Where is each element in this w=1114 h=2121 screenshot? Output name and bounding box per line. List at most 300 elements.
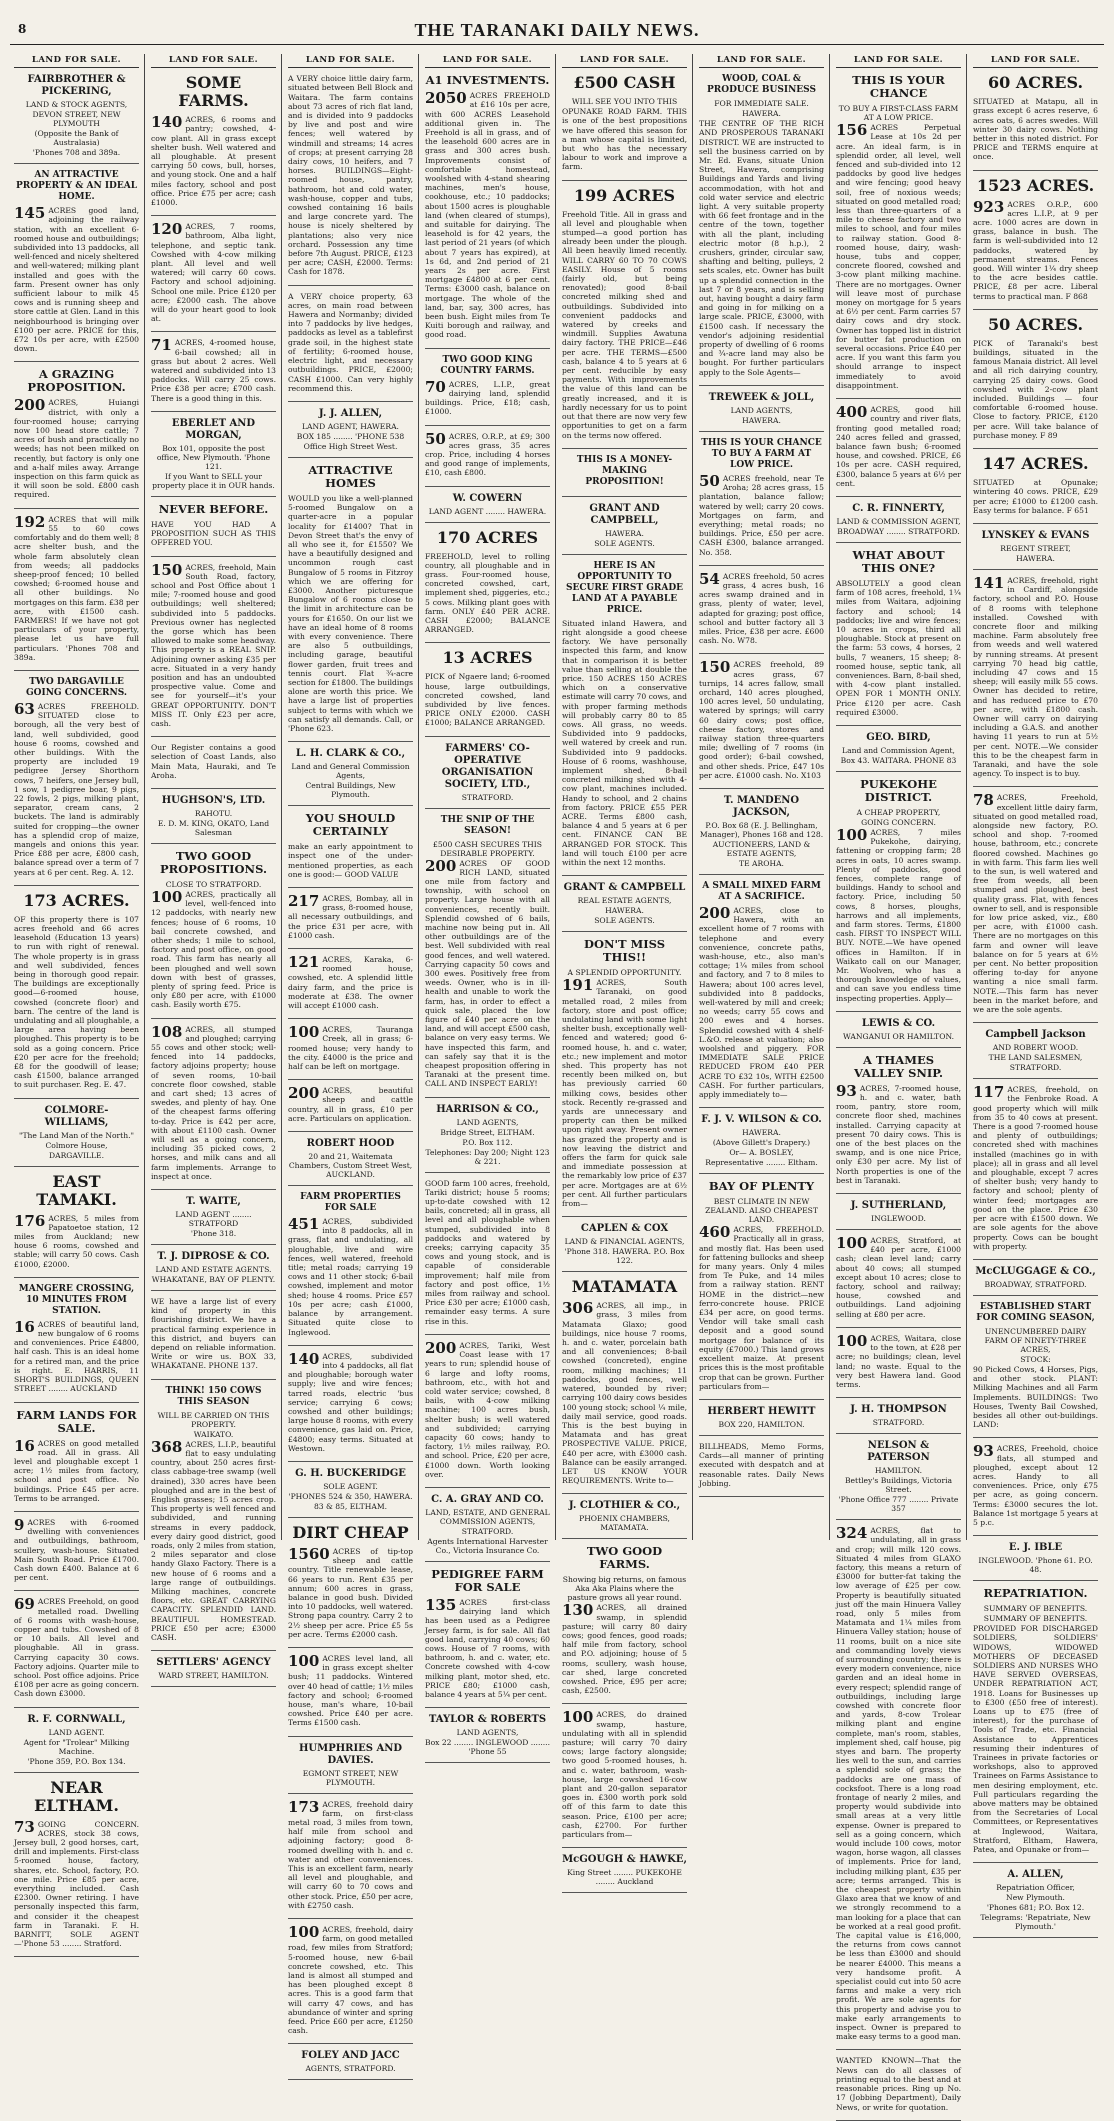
agent-name: C. A. GRAY AND CO.: [431, 1493, 544, 1505]
ad-heading: HERE IS AN OPPORTUNITY TO SECURE FIRST GRADE LAND AT A PAYABLE PRICE.: [565, 560, 684, 615]
ad-heading: FARM PROPERTIES FOR SALE: [300, 1192, 401, 1214]
acreage-figure: 191: [562, 976, 594, 995]
classified-ad: [425, 529, 550, 644]
ad-text: 90 Picked Cows, 4 Horses, Pigs, and other stock. PLANT: Milking Machines and all Farm Implements. BUILDINGS: Two Houses, Twenty Bail Cowshed, besides all other out-buildings. LAND:: [973, 1364, 1098, 1430]
acreage-figure: 2050: [425, 89, 467, 108]
ad-text: THE CENTRE OF THE RICH AND PROSPEROUS TARANAKI DISTRICT. WE are instructed to sell the business carried on by Mr. Ed. Evans, situate Union Street, Hawera, comprising Buildings and Yards and living accommodation, with hot and cold water service and electric light. A very suitable property with 66 feet frontage and in the centre of the town, together with all the plant, including electric motor (8 h.p.), 2 crushers, grinder, circular saw, shafting and belting, pulleys, 2 sets scales, etc. Owner has built up a splendid connection in the last 7 or 8 years, and is selling out, having bought a dairy farm and going in for milking on a large scale. PRICE, £3000, with £1500 cash. If necessary the vendor's adjoining residential property of dwelling of 6 rooms and ¾-acre land may also be bought. For further particulars apply to the Sole Agents—: [699, 119, 824, 377]
classified-ad: [151, 850, 276, 1019]
agent-name: FAIRBROTHER & PICKERING,: [27, 74, 126, 98]
classified-ad: [973, 1869, 1098, 1938]
classified-ad: [288, 894, 413, 949]
ad-body: [836, 579, 961, 717]
ad-heading: £500 CASH: [573, 73, 676, 93]
acreage-figure: 306: [562, 1299, 594, 1318]
ad-body: [425, 672, 550, 727]
ad-text: ACRES FREEHOLD at £16 10s per acre, with 600 ACRES Leasehold additional given in. The Freehold is all in grass, and of the leasehold 600 acres are in grass and 300 acres bush. Improvements consist of comfortable homestead, woolshed with 4-stand shearing machines, men's house, cookhouse, etc.; 10 paddocks; about 1500 acres is ploughable land (when cleared of stumps), and suitable for dairying. The leasehold is for 42 years, the last period of 21 years (of which about 7 years has expired), at 1s 6d, and 2nd period of 21 years 2s per acre. First mortgage £4800 at 6 per cent. Terms: £3000 cash, balance on mortgage. The whole of the land, bar, say, 300 acres, has been bush. Eight miles from Te Kuiti borough and railway, and good road.: [425, 91, 550, 340]
ad-subline: Bettley's Buildings, Victoria Street.: [844, 1476, 953, 1495]
ad-body: [425, 856, 550, 1089]
agent-name: McGOUGH & HAWKE,: [562, 1854, 687, 1866]
acreage-figure: 324: [836, 1524, 868, 1543]
ad-subline: Or— A. BOSLEY,: [729, 1148, 794, 1158]
classified-ad: [288, 812, 413, 888]
acreage-figure: 200: [288, 1084, 320, 1103]
ad-heading: 199 ACRES: [573, 185, 676, 205]
ad-heading: A THAMES VALLEY SNIP.: [853, 1052, 944, 1080]
agent-name: LEWIS & CO.: [861, 1017, 936, 1029]
acreage-figure: 16: [14, 1436, 35, 1455]
ad-heading: NEVER BEFORE.: [158, 501, 269, 516]
agent-name: J. J. ALLEN,: [318, 407, 383, 419]
ad-body: [14, 1436, 139, 1503]
agent-name: G. H. BUCKERIDGE: [295, 1467, 406, 1479]
ad-subline: P.O. Box 68 (E. J. Bellingham, Manager), Phones 168 and 128.: [699, 820, 824, 839]
classified-ad: [425, 429, 550, 487]
ad-subline: 'PHONES 524 & 350, HAWERA.: [288, 1491, 413, 1501]
agent-name: FARMERS' CO-OPERATIVE ORGANISATION SOCIETY, LTD.,: [441, 742, 534, 790]
ad-body: [425, 1595, 550, 1699]
classified-ad: [699, 795, 824, 875]
ad-subline: HAWERA.: [605, 906, 644, 916]
agent-name: T. WAITE,: [186, 1196, 241, 1208]
ad-body: [14, 206, 139, 353]
ad-subline: New Plymouth.: [1006, 1893, 1065, 1903]
acreage-figure: 173: [288, 1797, 320, 1816]
classified-ad: [14, 1409, 139, 1512]
column-7: [832, 55, 965, 2112]
classified-ad: [425, 74, 550, 348]
acreage-figure: 100: [288, 1651, 320, 1670]
agent-name: SETTLERS' AGENCY: [156, 1657, 271, 1669]
acreage-figure: 63: [14, 699, 35, 718]
acreage-figure: 78: [973, 791, 994, 810]
column-rule: [829, 54, 830, 1540]
ad-text: ACRES with 6-roomed dwelling with conveniences and outbuildings, bathroom, scullery, wash-house. Situated Main South Road. Price £1700. Cash down £400. Balance at 6 per cent.: [14, 1517, 139, 1583]
ad-subline: BOX 185 ........ 'PHONE 538: [296, 431, 405, 441]
ad-subline: "The Land Man of the North.": [18, 1130, 135, 1140]
ad-body: [288, 955, 413, 1010]
ad-subline: THE LAND SALESMEN,: [988, 1053, 1083, 1063]
classified-ad: [836, 74, 961, 399]
ad-subline: A CHEAP PROPERTY,: [856, 807, 941, 817]
ad-heading: PEDIGREE FARM FOR SALE: [431, 1566, 544, 1594]
agent-name: HERBERT HEWITT: [707, 1405, 816, 1417]
ad-text: ACRES, 4-roomed house, 6-bail cowshed; all in grass but about 2 acres. Well watered and subdivided into 13 paddocks. Will carry 25 cows. Price £38 per acre; £700 cash. There is a good thing in this.: [151, 338, 276, 403]
ad-subline: HAWERA.: [742, 1128, 781, 1138]
classified-ad: [836, 2056, 961, 2120]
classified-ad: [425, 743, 550, 809]
acreage-figure: 923: [973, 197, 1005, 216]
agent-name: J. SUTHERLAND,: [850, 1200, 947, 1212]
acreage-figure: 460: [699, 1223, 731, 1242]
ad-body: [562, 1301, 687, 1485]
ad-body: [425, 1179, 550, 1326]
ad-subline: DARGAVILLE.: [49, 1150, 104, 1160]
ad-body: [14, 398, 139, 499]
ad-text: ACRES first-class dairying land which has been used as a Pedigree Jersey farm, is for sale. All flat good land, carrying 40 cows; 60 cows. House of 7 rooms, with bathroom, h. and c. water, etc. Concrete cowshed with 4-cow milking plant, motor shed, etc. PRICE £80; £1000 cash, balance 4 years at 5¼ per cent.: [425, 1597, 550, 1699]
classified-ad: [288, 1025, 413, 1080]
classified-ad: [973, 793, 1098, 1023]
ad-body: [836, 1236, 961, 1319]
ad-body: [151, 1297, 276, 1371]
ad-subline: Telegrams: 'Repatriate, New Plymouth.': [980, 1913, 1091, 1932]
classified-ad: [288, 1651, 413, 1737]
column-rule: [281, 54, 282, 1540]
classified-ad: [562, 882, 687, 932]
acreage-figure: 1560: [288, 1544, 330, 1563]
ad-subline: LAND AGENTS,: [456, 1728, 519, 1738]
classified-ad: [151, 222, 276, 332]
ad-body: [288, 1086, 413, 1123]
ad-text: OPUNAKE ROAD FARM. THIS is one of the best propositions we have offered this season for a man whose capital is limited, but who has the necessary labour to work and improve a farm.: [562, 107, 687, 172]
ad-body: [562, 1710, 687, 1839]
ad-subline: AUCTIONEERS, LAND & ESTATE AGENTS,: [712, 839, 811, 858]
ad-subline: LAND & COMMISSION AGENT,: [836, 516, 961, 526]
classified-ad: [973, 1444, 1098, 1536]
ad-subline: If you Want to SELL your property place it in OUR hands.: [152, 471, 275, 490]
ad-heading: ESTABLISHED START FOR COMING SEASON,: [976, 1301, 1095, 1323]
ad-subline: 'Phone 318. HAWERA. P.O. Box 122.: [564, 1247, 685, 1266]
ad-text: ACRES, 7 rooms, bathroom, Alba light, telephone, and septic tank. Cowshed with 4-cow milking plant. All level and well watered; will carry 60 cows. Factory and school adjoining. School one mile. Price £120 per acre; £2000 cash. The above will do your heart good to look at.: [151, 222, 276, 324]
ad-text: ACRES, Karaka, 6-roomed house, cowshed, etc. A splendid little dairy farm, and the price is moderate at £38. The owner will accept £1000 cash.: [288, 955, 413, 1011]
ad-text: ACRES, Waitara, close to the town, at £28 per acre; no buildings; clean, level land; no waste. Equal to the very best Hawera land. Good terms.: [836, 1333, 961, 1389]
ad-text: ACRES level land, all in grass except shelter bush; 11 paddocks. Wintered over 40 head of cattle; 1½ miles factory and school; 6-roomed house, man's whare, 10-bail cowshed. Price £40 per acre. Terms £1500 cash.: [288, 1653, 413, 1728]
classified-ad: [14, 74, 139, 164]
ad-body: [151, 338, 276, 402]
ad-text: GOOD farm 100 acres, freehold, Tariki district; house 5 rooms; up-to-date cowshed with 12 bails, concreted; all in grass, all level and all ploughable when stumped, subdivided into 8 paddocks and watered by creeks; carrying capacity 35 cows and young stock, and is capable of considerable improvement; half mile from factory and post office, 1½ miles from railway and school. Price £30 per acre; £1000 cash, remainder easy terms. A sure rise in this.: [425, 1178, 550, 1326]
ad-text: WOULD you like a well-planned 5-roomed Bungalow on a quarter-acre in a popular locality for £1400? That in Devon Street that's the envy of all who see it, for £1550? We have a beautifully designed and uncommon rough cast Bungalow of 5 rooms in Fitzroy which we are offering for £3000. Another picturesque Bungalow of 6 rooms close to the limit in architecture can be yours for £1650. On our list we have an ideal home of 8 rooms with every convenience. There are also 5 outbuildings, including garage, beautiful flower garden, fruit trees and tennis court. Flat ¾-acre section for £1800. The buildings alone are worth this price. We have a large list of properties subject to terms with which we can satisfy all demands. Call, or 'Phone 623.: [288, 493, 413, 733]
agent-name: E. J. IBLE: [1008, 1542, 1063, 1554]
ad-heading: NEAR ELTHAM.: [34, 1777, 119, 1815]
ad-subline: Agents International Harvester Co., Victoria Insurance Co.: [427, 1536, 548, 1555]
ad-body: [288, 1349, 413, 1453]
ad-subline: Land and Commission Agent,: [842, 745, 955, 755]
ad-text: ACRES, Stratford, at £40 per acre, £1000 cash; clean level land; carry about 40 cows; all stumped except about 10 acres; close to factory, school and railway; house, cowshed and outbuildings. Land adjoining selling at £80 per acre.: [836, 1236, 961, 1319]
ad-heading: 60 ACRES.: [987, 73, 1084, 93]
acreage-figure: 69: [14, 1595, 35, 1614]
ad-text: ACRES, freehold, right in Cardiff, alongside factory, school and P.O. House of 8 rooms with telephone installed. Cowshed with concrete floor and milking machine. Farm absolutely free from weeds and well watered by running streams. At present carrying 70 head big cattle, including 47 cows and 15 sheep; will easily milk 55 cows. Owner has decided to retire, and has reduced price to £70 per acre, with £1800 cash. Owner will carry on dairying including a G.A.S. and another having 11 years to run at 5½ per cent. NOTE.—We consider this to be the cheapest farm in Taranaki, and have the sole agency. To inspect is to buy.: [973, 575, 1098, 779]
ad-heading: THINK! 150 COWS THIS SEASON: [165, 1385, 262, 1407]
ad-subline: INGLEWOOD. 'Phone 61. P.O. 48.: [978, 1556, 1093, 1575]
ad-text: ACRES FREEHOLD. SITUATED close to borough, all the very best of land, well subdivided, good house 6 rooms, cowshed and other buildings. With the property are included 19 pedigree Jersey Shorthorn cows, 7 heifers, one Jersey bull, 1 sow, 1 pedigree boar, 9 pigs, 22 fowls, 2 pigs, milking plant, separator, cream cans, 2 buckets. The land is admirably suited for cropping—the owner has a splendid crop of maize, mangels and onions this year. Price £88 per acre, £800 cash, balance spread over a term of 7 years at 6 per cent. Reg. A. 12.: [14, 701, 139, 877]
classified-ad: [151, 743, 276, 789]
classified-ad: [288, 748, 413, 806]
ad-subline: Bridge Street, ELTHAM.: [440, 1127, 535, 1137]
acreage-figure: 200: [699, 903, 731, 922]
classified-ad: [973, 1085, 1098, 1260]
ad-text: ACRES OF GOOD RICH LAND, situated one mile from factory and township, with school on property. Large house with all conveniences, recently built. Splendid cowshed of 6 bails, machine now being put in. All other outbuildings are of the best. Well subdivided with real good fences, and well watered. Carrying capacity 50 cows and 300 ewes. Positively free from weeds. Owner, who is in ill-health and unable to work the farm, has, in order to effect a quick sale, placed the low figure of £40 per acre on the land, and will accept £500 cash, balance on very easy terms. We have inspected this farm, and can safely say that it is the cheapest proposition offering in Taranaki at the present time. CALL AND INSPECT EARLY!: [425, 858, 550, 1089]
agent-name: TREWEEK & JOLL,: [708, 391, 815, 403]
ad-subline: Colmore House,: [45, 1140, 108, 1150]
acreage-figure: 71: [151, 336, 172, 355]
ad-text: ACRES, freehold, Main South Road, factory, school and Post Office about 1 mile; 7-roomed house and good outbuildings; well sheltered; subdivided into 5 paddocks. Previous owner has neglected the gorse which has been allowed to make some headway. This property is a REAL SNIP. Adjoining owner asking £35 per acre. Situated in a very handy position and has an undoubted prospective value. Come and see for yourself—it's your GREAT OPPORTUNITY. DON'T MISS IT. Only £23 per acre, cash.: [151, 562, 276, 728]
ad-body: [151, 743, 276, 780]
acreage-figure: 135: [425, 1595, 457, 1614]
ad-body: [973, 339, 1098, 440]
ad-text: ACRES, freehold, on the Fenbroke Road. A good property which will milk from 35 to 40 cows at present. There is a good 7-roomed house and plenty of outbuildings; concreted shed with machines installed (machines go in with place); all in grass and all level and ploughable, except 7 acres of shelter bush; very handy to factory and school; plenty of winter feed; mortgages are good on the place. Price £30 per acre with £1500 down. We are sole agents for the above property. Cows can be bought with property.: [973, 1085, 1098, 1251]
ad-subline: WAIKATO.: [193, 1429, 234, 1439]
classified-ad: [699, 1442, 824, 1497]
ad-heading: A SMALL MIXED FARM AT A SACRIFICE.: [702, 880, 821, 902]
ad-text: ACRES, Freehold, choice flats, all stumped and ploughed, except about 12 acres. Handy to all conveniences. Price, only £75 per acre, as going concern. Terms: £3000 secures the lot. Balance 1st mortgage 5 years at 5 p.c.: [973, 1444, 1098, 1527]
classified-ad: [151, 560, 276, 738]
ad-heading: DON'T MISS THIS!!: [583, 937, 666, 965]
ad-text: SITUATED at Matapu, all in grass except 6 acres reserve, 6 acres oats, 6 acres swedes. Will winter 30 dairy cows. Nothing better in this noted district. For PRICE and TERMS enquire at once.: [973, 97, 1098, 162]
ad-body: [699, 471, 824, 557]
ad-subline: INGLEWOOD.: [871, 1214, 926, 1224]
agent-name: R. F. CORNWALL,: [27, 1713, 126, 1725]
classified-ad: [151, 1196, 276, 1245]
ad-heading: EAST TAMAKI.: [36, 1171, 117, 1209]
ad-body: [425, 377, 550, 417]
classified-ad: [836, 1526, 961, 2050]
ad-text: PICK of Ngaere land; 6-roomed house, large outbuildings, concreted cowshed, land subdivided by live fences. PRICE ONLY £2000. CASH £1000; BALANCE ARRANGED.: [425, 672, 550, 728]
ad-body: [973, 573, 1098, 779]
classified-ad: [699, 1180, 824, 1400]
ad-text: ACRES Perpetual Lease at 10s 2d per acre. An ideal farm, is in splendid order, all level, well fenced and sub-divided into 12 paddocks by good live hedges and wire fencing; good heavy soil, free of noxious weeds; situated on good metalled road; less than three-quarters of a mile to cheese factory and two miles to school, and four miles to railway station. Good 8-roomed house, dairy, wash-house, tubs and copper, concrete floored, cowshed and 3-cow plant milking machine. There are no mortgages. Owner will leave most of purchase money on mortgage for 5 years at 6½ per cent. Farm carries 57 dairy cows and dry stock. Owner has topped list in district for butter fat production on several occasions. Price £40 per acre. If you want this farm you should arrange to inspect immediately to avoid disappointment.: [836, 123, 961, 390]
classified-ad: [151, 1251, 276, 1291]
classified-ad: [425, 815, 550, 1098]
ad-subline: PHOENIX CHAMBERS, MATAMATA.: [579, 1514, 670, 1533]
classified-ad: [14, 892, 139, 1099]
ad-subline: SUMMARY OF BENEFITS.: [983, 1604, 1088, 1614]
ad-body: [425, 91, 550, 339]
ad-body: [151, 887, 276, 1010]
classified-ad: [836, 1018, 961, 1048]
ad-text: ACRES, all drained swamp, in splendid pasture; will carry 80 dairy cows; good fences, good roads; half mile from factory, school and P.O. adjoining; house of 5 rooms, scullery, wash house, car shed, large concreted cowshed. Price, £95 per acre; cash, £2500.: [562, 1603, 687, 1696]
acreage-figure: 9: [14, 1515, 25, 1534]
ad-body: [699, 1442, 824, 1488]
classified-ad: [425, 1568, 550, 1708]
ad-body: [288, 1544, 413, 1639]
ad-heading: BAY OF PLENTY: [708, 1179, 815, 1194]
ad-text: ABSOLUTELY a good clean farm of 108 acres, freehold, 1¼ miles from Waitara, adjoining factory and school; 14 paddocks; live and wire fences; 10 acres in crops, third all ploughable. Stock at present on the farm: 53 cows, 4 horses, 2 bulls, 7 weaners, 15 sheep; 8-roomed house, septic tank, all conveniences. Barn, 8-bail shed, with 4-cow plant installed. OPEN FOR 1 MONTH ONLY. Price £120 per acre. Cash required £3000.: [836, 578, 961, 717]
acreage-figure: 100: [288, 1023, 320, 1042]
acreage-figure: 70: [425, 377, 446, 396]
classified-ad: [973, 1302, 1098, 1438]
classified-ad: [973, 1266, 1098, 1296]
ad-body: [973, 197, 1098, 301]
classified-ad: [288, 1349, 413, 1462]
classified-ad: [14, 1173, 139, 1278]
ad-subline: CLOSE TO STRATFORD.: [165, 879, 262, 889]
ad-text: ACRES, 6 rooms and pantry; cowshed, 4-cow plant. All in grass except shelter bush. Well watered and all ploughable. At present carrying 50 cows, bull, horses, and young stock. One and a half miles factory, school and post office. Price £75 per acre; cash £1000.: [151, 115, 276, 208]
ad-heading: YOU SHOULD CERTAINLY: [305, 811, 396, 839]
agent-name: J. CLOTHIER & CO.,: [568, 1500, 681, 1512]
ad-heading: SOME FARMS.: [178, 73, 249, 111]
classified-ad: [151, 338, 276, 411]
ad-text: ACRES Freehold, on good metalled road. Dwelling of 6 rooms with wash-house, copper and tubs. Cowshed of 8 or 10 bails. All level and ploughable. All in grass. Carrying capacity 30 cows. Factory adjoins. Quarter mile to school. Post office adjoins. Price £108 per acre as going concern. Cash down £3000.: [14, 1597, 139, 1699]
ad-body: [151, 222, 276, 323]
classified-ad: [288, 1925, 413, 2044]
ad-text: ACRES good land, adjoining the railway station, with an excellent 6-roomed house and outbuildings; subdivided into 13 paddocks, all well-fenced and nicely sheltered and well-watered; milking plant installed and goes with the farm. Present owner has only sufficient labour to milk 45 cows and is running sheep and store cattle at Glen. Land in this neighbourhood is bringing over £100 per acre. PRICE for this, £72 10s per acre, with £2500 down.: [14, 206, 139, 354]
classified-ad: [562, 1278, 687, 1494]
ad-body: [14, 1211, 139, 1269]
agent-name: EBERLET AND MORGAN,: [171, 417, 256, 441]
ad-text: A VERY choice little dairy farm, situated between Bell Block and Waitara. The farm contains about 73 acres of rich flat land, and is divided into 9 paddocks by live and post and wire fences; well watered by windmill and streams; 14 acres of crops; at present carrying 28 dairy cows, 10 heifers, and 7 horses. BUILDINGS—Eight-roomed house, pantry, bathroom, hot and cold water, wash-house, copper and tubs, cowshed containing 16 bails and large concrete yard. The house is nicely sheltered by plantations; also very nice orchard. Possession any time before 7th August. PRICE, £123 per acre; CASH, £2000. Terms: Cash for 1878.: [288, 74, 413, 277]
ad-subline: Agent for "Trolear" Milking Machine.: [23, 1737, 130, 1756]
ad-subline: HAWERA.: [1016, 553, 1055, 563]
ad-subline: SOLE AGENTS.: [594, 538, 655, 548]
ad-text: ACRES, freehold, dairy farm, on good metalled road, few miles from Stratford; 5-roomed house, new 6-bail concrete cowshed, etc. This land is almost all stumped and has been ploughed except 8 acres. This is a good farm that will carry 47 cows, and has abundance of winter and spring feed. Price £60 per acre, £1250 cash.: [288, 1925, 413, 2036]
agent-name: GRANT AND CAMPBELL,: [589, 502, 660, 526]
ad-body: [973, 1085, 1098, 1251]
ad-body: [973, 97, 1098, 161]
acreage-figure: 400: [836, 403, 868, 422]
ad-body: [288, 1025, 413, 1071]
ad-text: ACRES, beautiful sheep and cattle country, all in grass, £10 per acre. Particulars on application.: [288, 1086, 413, 1123]
classified-ad: [562, 1854, 687, 1893]
ad-body: [288, 1217, 413, 1337]
classified-ad: [288, 408, 413, 458]
acreage-figure: 140: [151, 113, 183, 132]
classified-ad: [425, 1179, 550, 1335]
ad-text: GOING CONCERN. ACRES, stock 38 cows, Jersey bull, 2 good horses, cart, drill and implements. First-class 5-roomed house, factory, shares, etc. School, factory, P.O. one mile. Price £85 per acre, everything included. Cash £2300. Owner retiring. I have personally inspected this farm, and consider it the cheapest farm in Taranaki. F. H. BARNITT, SOLE AGENT—'Phone 53 ........ Stratford.: [14, 1819, 139, 1949]
ad-subline: Representative ........ Eltham.: [705, 1158, 818, 1168]
ad-subline: 83 & 85, ELTHAM.: [313, 1501, 388, 1511]
ad-text: ACRES freehold, 50 acres grass, 4 acres bush, 16 acres swamp drained and in grass, plenty of water, level, adapted for grazing; post office, school and butter factory all 3 miles. Price, £38 per acre. £600 cash. No. W78.: [699, 571, 824, 646]
ad-text: SITUATED at Opunake; wintering 40 cows. PRICE, £29 per acre; £1000 to £1200 cash. Easy terms for balance. F 651: [973, 478, 1098, 515]
ad-heading: REPATRIATION.: [983, 1586, 1088, 1601]
ad-subline: SOLE AGENT.: [323, 1481, 378, 1491]
classified-ad: [836, 1236, 961, 1328]
column-rule: [418, 54, 419, 1540]
ad-text: A VERY choice property, 63 acres, on main road between Hawera and Normanby; divided into 7 paddocks by live hedges, paddocks as level as a tablefirst grade soil, in the highest state of fertility; 6-roomed house, electric light, and necessary outbuildings. PRICE, £2000; CASH £1000. Can very highly recommend this.: [288, 291, 413, 393]
masthead: [0, 0, 1114, 46]
acreage-figure: 93: [973, 1442, 994, 1461]
ad-text: BILLHEADS, Memo Forms, Cards—all manner of printing executed with despatch and at reasonable rates. Daily News Jobbing.: [699, 1441, 824, 1488]
acreage-figure: 150: [151, 560, 183, 579]
ad-subline: LAND AGENTS,: [730, 405, 793, 415]
classified-ad: [973, 1587, 1098, 1863]
agent-name: NELSON & PATERSON: [867, 1440, 930, 1464]
agent-name: HUGHSON'S, LTD.: [161, 794, 266, 806]
ad-subline: WILL BE CARRIED ON THIS PROPERTY.: [157, 1410, 270, 1429]
classified-ad: [151, 1022, 276, 1190]
classified-ad: [425, 355, 550, 426]
classified-ad: [425, 493, 550, 523]
ad-subline: FOR IMMEDIATE SALE.: [714, 99, 809, 109]
ad-text: ACRES, freehold dairy farm, on first-class metal road, 3 miles from town, half mile from school and adjoining factory; good 8-roomed dwelling with h. and c. water and other conveniences. This is an excellent farm, nearly all level and ploughable, and will carry 60 to 70 cows and other stock. Price, £50 per acre, with £2750 cash.: [288, 1799, 413, 1910]
ad-text: ACRES, L.I.P., beautiful flat to easy undulating country, about 250 acres first-class cabbage-tree swamp (well drained), 330 acres have been ploughed and are in the best of English grasses; 15 acres crop. This property is well fenced and subdivided, and running streams in every paddock, every dairy good district, good roads, only 2 miles from station, 2 miles separator and close handy Glaxo Factory. There is a new house of 6 rooms and a large range of outbuildings. Milking machines, concrete floors, etc. GREAT CARRYING CAPACITY. SPLENDID LAND. BEAUTIFUL HOMESTEAD. PRICE £50 per acre; £3000 CASH.: [151, 1439, 276, 1642]
ad-body: [562, 210, 687, 440]
classified-ad: [425, 649, 550, 736]
ad-body: [288, 1925, 413, 2035]
agent-name: LYNSKEY & EVANS: [981, 529, 1090, 541]
classified-ad: [288, 1138, 413, 1186]
ad-subline: SOLE AGENTS.: [594, 916, 655, 926]
ad-text: ACRES, Freehold, excellent little dairy farm, situated on good metalled road, alongside new factory, P.O. school and shop. 7-roomed house, bathroom, etc.; concrete floored cowshed. Machines go in with farm. This farm lies well to the sun, is well watered and free from weeds, all been stumped and ploughed, best quality grass. Flat, with fences owner to sell, and is responsible for low price asked, viz., £80 per acre, with £1000 cash. There are no mortgages on this farm and owner will leave balance on for 5 years at 6½ per cent. No better proposition offering to-day for anyone wanting a nice small farm. NOTE.—This farm has never been in the market before, and we are the sole agents.: [973, 793, 1098, 1015]
classified-ad: [151, 1657, 276, 1687]
column-3: [284, 55, 417, 2074]
agent-name: GRANT & CAMPBELL: [563, 882, 686, 894]
classified-ad: [288, 1086, 413, 1132]
ad-heading: THIS IS YOUR CHANCE: [852, 73, 945, 101]
column-6: [695, 56, 828, 1540]
column-header: LAND FOR SALE.: [14, 56, 139, 68]
ad-body: [288, 1651, 413, 1728]
ad-subline: King Street ........ PUKEKOHE ........ Auckland: [567, 1868, 682, 1887]
classified-ad: [14, 1515, 139, 1591]
column-5: [558, 55, 691, 1887]
ad-subline: REGENT STREET,: [1000, 543, 1071, 553]
classified-ad: [836, 1440, 961, 1520]
agent-name: T. J. DIPROSE & CO.: [157, 1251, 270, 1263]
column-2: [147, 55, 280, 1681]
ad-heading: TWO DARGAVILLE GOING CONCERNS.: [25, 676, 128, 698]
classified-ad: [836, 503, 961, 543]
ad-body: [288, 494, 413, 733]
ad-text: ACRES, close to Hawera, with an excellent home of 7 rooms with telephone and every convenience, concrete paths, wash-house, etc., also man's cottage; 1¼ miles from school and factory, and 7 to 8 miles to Hawera; about 100 acres level, subdivided into 8 paddocks, well-watered by mill and creek; no weeds; carry 55 cows and 200 ewes and 4 horses. Splendid cowshed with 4 shelf-L.&O. release at valuation; also woolshed and piggery. FOR IMMEDIATE SALE PRICE REDUCED FROM £40 PER ACRE TO £32 10s, WITH £2500 CASH. For further particulars, apply immediately to—: [699, 905, 824, 1100]
column-rule: [966, 54, 967, 1540]
ad-body: [973, 793, 1098, 1014]
column-header: LAND FOR SALE.: [699, 56, 824, 68]
ad-body: [699, 569, 824, 646]
ad-subline: HAWERA.: [605, 528, 644, 538]
column-8: [969, 55, 1102, 1932]
ad-subline: LAND AGENTS,: [456, 1117, 519, 1127]
ad-heading: WHAT ABOUT THIS ONE?: [852, 547, 945, 575]
ad-subline: AND ROBERT WOOD.: [992, 1043, 1079, 1053]
classified-ad: [151, 418, 276, 497]
ad-subline: STRATFORD.: [1009, 1063, 1062, 1073]
ad-subline: WILL SEE YOU INTO THIS: [571, 97, 678, 107]
classified-ad: [151, 503, 276, 557]
classified-ad: [14, 1105, 139, 1167]
ad-body: [14, 699, 139, 877]
acreage-figure: 100: [836, 1234, 868, 1253]
ad-text: ACRES, practically all level, well-fenced into 12 paddocks, with nearly new fences; house of 6 rooms, 10 bail concrete cowshed, and other sheds; 1 mile to school, factory and post office, on good road. This farm has nearly all been ploughed and well sown down with best of grasses, plenty of spring feed. Price is only £80 per acre, with £1000 cash. Easily worth £75.: [151, 889, 276, 1010]
classified-ad: [14, 1779, 139, 1958]
ad-body: [973, 1624, 1098, 1854]
ad-body: [836, 1526, 961, 2041]
ad-subline: HAWERA.: [742, 109, 781, 119]
classified-ad: [288, 464, 413, 742]
agent-name: HUMPHRIES AND DAVIES.: [298, 1742, 403, 1766]
agent-name: TAYLOR & ROBERTS: [428, 1714, 547, 1726]
page-number: 8: [18, 22, 27, 36]
ad-subline: 'Phones 681; P.O. Box 12.: [986, 1903, 1085, 1913]
column-header: LAND FOR SALE.: [973, 56, 1098, 68]
agent-name: McCLUGGAGE & CO.,: [975, 1265, 1096, 1277]
acreage-figure: 100: [288, 1923, 320, 1942]
classified-ad: [288, 955, 413, 1019]
ad-text: ACRES, South Taranaki, on good metalled road, 2 miles from factory, store and post office; undulating land with some light shelter bush, exceptionally well-fenced and watered; good 6-roomed house, h. and c. water, etc.; new implement and motor shed. This property has not recently been milked on, but has previously carried 60 milking cows, besides other stock. Recently re-grassed and yards are unnecessary and property can then be milked upon right away. Present owner has grazed the property and is now leaving the district and offers the farm for quick sale and immediate possession at the remarkably low price of £37 per acre. Mortgages are at 6½ per cent. All further particulars from—: [562, 978, 687, 1209]
ad-subline: BEST CLIMATE IN NEW ZEALAND. ALSO CHEAPEST LAND.: [705, 1197, 818, 1225]
classified-ad: [973, 455, 1098, 524]
classified-ad: [425, 1494, 550, 1562]
ad-text: FREEHOLD, level to rolling country, all ploughable and in grass. Four-roomed house, concreted cowshed, cart, implement shed, piggeries, etc.; 5 cows. Milking plant goes with farm. ONLY £40 PER ACRE. CASH £2000; BALANCE ARRANGED.: [425, 551, 550, 635]
ad-subline: TE AROHA.: [739, 858, 784, 868]
ad-subline: 'Phone 318.: [190, 1229, 237, 1239]
classified-ad: [288, 1468, 413, 1518]
ad-subline: P.O. Box 112.: [462, 1137, 513, 1147]
ad-subline: £500 CASH SECURES THIS DESIRABLE PROPERTY.: [433, 839, 542, 858]
ad-text: WE have a large list of every kind of property in this flourishing district. We have a practical farming experience in this district, and buyers can depend on reliable information. Write or wire us. BOX 33, WHAKATANE. PHONE 137.: [151, 1297, 276, 1371]
ad-body: [562, 619, 687, 867]
acreage-figure: 73: [14, 1817, 35, 1836]
ad-subline: LAND AND ESTATE AGENTS.: [155, 1265, 272, 1275]
ad-heading: 13 ACRES: [442, 648, 533, 668]
ad-text: ACRES, Bombay, all in grass, 8-roomed house, all necessary outbuildings, and the price £31 per acre, with £1000 cash.: [288, 894, 413, 940]
ad-heading: MANGERE CROSSING, 10 MINUTES FROM STATION.: [18, 1283, 135, 1316]
classified-ad: [562, 187, 687, 449]
classified-ad: [151, 1386, 276, 1651]
ad-subline: E. D. M. KING, OKATO, Land Salesman: [157, 818, 270, 837]
ad-heading: PUKEKOHE DISTRICT.: [860, 776, 937, 804]
classified-ad: [699, 1406, 824, 1436]
classified-ad: [288, 1797, 413, 1919]
ad-heading: FARM LANDS FOR SALE.: [16, 1407, 137, 1435]
